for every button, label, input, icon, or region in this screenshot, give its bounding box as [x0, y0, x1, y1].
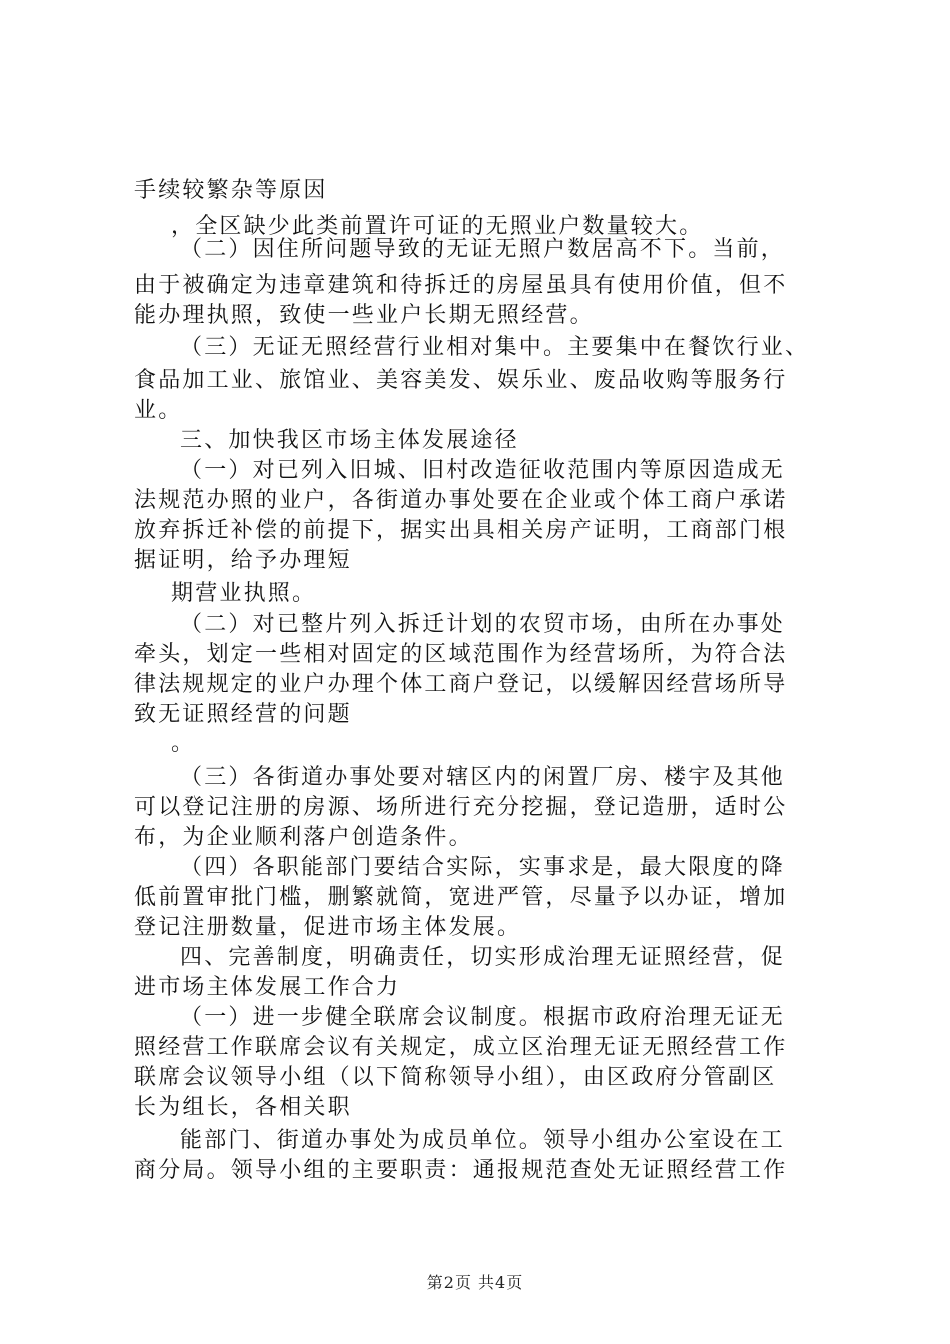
text-line: 期营业执照。 — [171, 581, 317, 606]
paragraph-line: （二）对已整片列入拆迁计划的农贸市场，由所在办事处 — [180, 612, 786, 637]
text-line: 商分局。领导小组的主要职责：通报规范查处无证照经营工作 — [134, 1158, 788, 1183]
text-line: 业。 — [134, 398, 183, 423]
text-line: 法规范办照的业户，各街道办事处要在企业或个体工商户承诺 — [134, 488, 788, 513]
paragraph-line: （三）各街道办事处要对辖区内的闲置厂房、楼宇及其他 — [180, 765, 786, 790]
text-line: 致无证照经营的问题 — [134, 702, 352, 727]
section-heading: 四、完善制度，明确责任，切实形成治理无证照经营，促 — [180, 945, 786, 970]
paragraph-line: （三）无证无照经营行业相对集中。主要集中在餐饮行业、 — [180, 335, 810, 360]
text-line: 能办理执照，致使一些业户长期无照经营。 — [134, 303, 594, 328]
text-line: 低前置审批门槛，删繁就简，宽进严管，尽量予以办证，增加 — [134, 885, 788, 910]
text-line: 。 — [171, 731, 196, 756]
text-line: 由于被确定为违章建筑和待拆迁的房屋虽具有使用价值，但不 — [134, 273, 788, 298]
text-line: 律法规规定的业户办理个体工商户登记，以缓解因经营场所导 — [134, 672, 788, 697]
paragraph-line: （四）各职能部门要结合实际，实事求是，最大限度的降 — [180, 855, 786, 880]
text-line: 长为组长，各相关职 — [134, 1095, 352, 1120]
text-line: 放弃拆迁补偿的前提下，据实出具相关房产证明，工商部门根 — [134, 518, 788, 543]
text-line: 据证明，给予办理短 — [134, 548, 352, 573]
text-line: 食品加工业、旅馆业、美容美发、娱乐业、废品收购等服务行 — [134, 368, 788, 393]
text-line: ，全区缺少此类前置许可证的无照业户数量较大。 — [171, 214, 704, 239]
text-line: 可以登记注册的房源、场所进行充分挖掘，登记造册，适时公 — [134, 795, 788, 820]
paragraph-line: （二）因住所问题导致的无证无照户数居高不下。当前， — [180, 237, 786, 262]
text-line: 照经营工作联席会议有关规定，成立区治理无证无照经营工作 — [134, 1035, 788, 1060]
text-line: 登记注册数量，促进市场主体发展。 — [134, 915, 522, 940]
section-heading: 三、加快我区市场主体发展途径 — [180, 428, 519, 453]
paragraph-line: 能部门、街道办事处为成员单位。领导小组办公室设在工 — [180, 1128, 786, 1153]
text-line: 联席会议领导小组（以下简称领导小组），由区政府分管副区 — [134, 1065, 777, 1090]
page-number-footer: 第2页 共4页 — [426, 1273, 524, 1292]
paragraph-line: （一）进一步健全联席会议制度。根据市政府治理无证无 — [180, 1005, 786, 1030]
paragraph-line: （一）对已列入旧城、旧村改造征收范围内等原因造成无 — [180, 458, 786, 483]
text-line: 手续较繁杂等原因 — [134, 178, 328, 203]
text-line: 进市场主体发展工作合力 — [134, 975, 401, 1000]
text-line: 布，为企业顺利落户创造条件。 — [134, 825, 473, 850]
text-line: 牵头，划定一些相对固定的区域范围作为经营场所，为符合法 — [134, 642, 788, 667]
